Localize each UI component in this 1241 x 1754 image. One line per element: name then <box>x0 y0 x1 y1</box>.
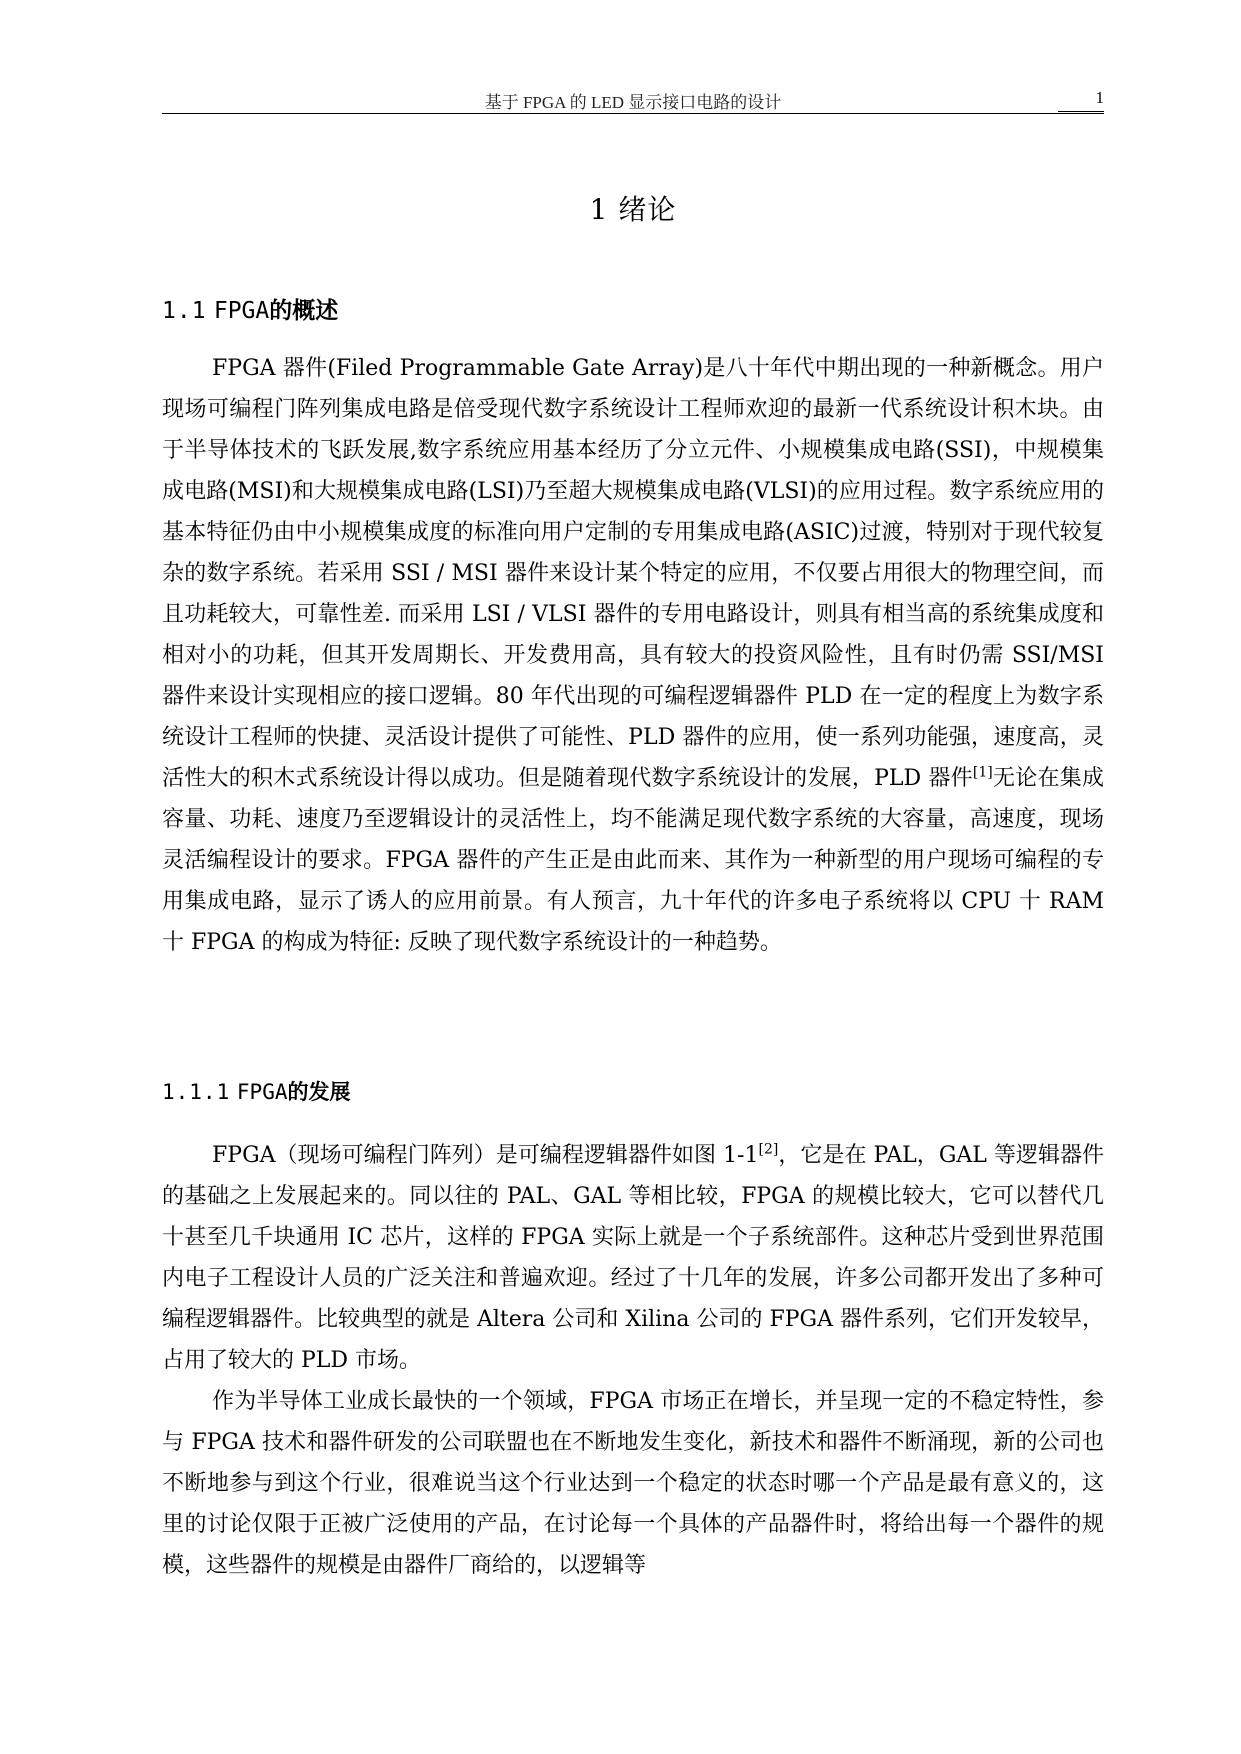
section-title-text: 的概述 <box>269 298 339 324</box>
subsection-title <box>237 1080 351 1104</box>
section-title <box>214 298 338 324</box>
section-number: 1.1 <box>162 298 207 324</box>
paragraph-fpga-development <box>162 1135 1104 1381</box>
page-number: 1 <box>1095 88 1104 107</box>
chapter-title: 1 绪论 <box>589 193 677 226</box>
paragraph-text: FPGA 器件(Filed Programmable Gate Array)是八十年代中期出现的一种新概念。用户现场可编程门阵列集成电路是倍受现代数字系统设计工程师欢迎的最新一代系统设计积木块。由于半导体技术的飞跃发展,数字系统应用基本经历了分立元件、小规模集成电路(SSI)，中规模集成电路(MSI)和大规模集成电路(LSI)乃至超大规模集成电路(VLSI)的应用过程。数字系统应用的基本特征仍由中小规模集成度的标准向用户定制的专用集成电路(ASIC)过渡，特别对于现代较复杂的数字系统。若采用 SSI / MSI 器件来设计某个特定的应用，不仅要占用很大的物理空间，而且功耗较大，可靠性差. 而采用 LSI / VLSI 器件的专用电路设计，则具有相当高的系统集成度和相对小的功耗，但其开发周期长、开发费用高，具有较大的投资风险性，且有时仍需 SSI/MSI 器件来设计实现相应的接口逻辑。80 年代出现的可编程逻辑器件 PLD 在一定的程度上为数字系统设计工程师的快捷、灵活设计提供了可能性、PLD 器件的应用，使一系列功能强，速度高，灵活性大的积木式系统设计得以成功。但是随着现代数字系统设计的发展，PLD 器件 <box>162 356 1104 791</box>
section-heading-1-1-1 <box>162 1076 350 1106</box>
subsection-number: 1.1.1 <box>162 1080 231 1104</box>
subsection-title-text: 的发展 <box>287 1080 351 1104</box>
section-heading-1-1 <box>162 292 338 325</box>
paragraph-text: ，它是在 PAL，GAL 等逻辑器件的基础之上发展起来的。同以往的 PAL、GAL 等相比较，FPGA 的规模比较大，它可以替代几十甚至几千块通用 IC 芯片，这样的 FPGA 实际上就是一个子系统部件。这种芯片受到世界范围内电子工程设计人员的广泛关注和普遍欢迎。经过了十几年的发展，许多公司都开发出了多种可编程逻辑器件。比较典型的就是 Altera 公司和 Xilina 公司的 FPGA 器件系列，它们开发较早，占用了较大的 PLD 市场。 <box>162 1143 1105 1373</box>
subsection-title-latin: FPGA <box>236 1080 288 1104</box>
header-rule <box>162 113 1104 114</box>
paragraph-text: FPGA（现场可编程门阵列）是可编程逻辑器件如图 1-1 <box>212 1143 759 1168</box>
citation-1: [1] <box>972 764 993 781</box>
paragraph-fpga-overview <box>162 348 1104 963</box>
paragraph-fpga-market: 作为半导体工业成长最快的一个领域，FPGA 市场正在增长，并呈现一定的不稳定特性，参与 FPGA 技术和器件研发的公司联盟也在不断地发生变化，新技术和器件不断涌现，新的公司也不断地参与到这个行业，很难说当这个行业达到一个稳定的状态时哪一个产品是最有意义的，这里的讨论仅限于正被广泛使用的产品，在讨论每一个具体的产品器件时，将给出每一个器件的规模，这些器件的规模是由器件厂商给的，以逻辑等 <box>162 1389 1104 1578</box>
page-number-underline <box>1058 111 1104 112</box>
running-title: 基于 FPGA 的 LED 显示接口电路的设计 <box>484 93 782 112</box>
citation-2: [2] <box>758 1141 779 1158</box>
page-header <box>162 84 1104 114</box>
paragraph-text: 无论在集成容量、功耗、速度乃至逻辑设计的灵活性上，均不能满足现代数字系统的大容量，高速度，现场灵活编程设计的要求。FPGA 器件的产生正是由此而来、其作为一种新型的用户现场可编程的专用集成电路，显示了诱人的应用前景。有人预言，九十年代的许多电子系统将以 CPU 十 RAM 十 FPGA 的构成为特征: 反映了现代数字系统设计的一种趋势。 <box>162 766 1104 955</box>
section-title-latin: FPGA <box>213 298 270 324</box>
